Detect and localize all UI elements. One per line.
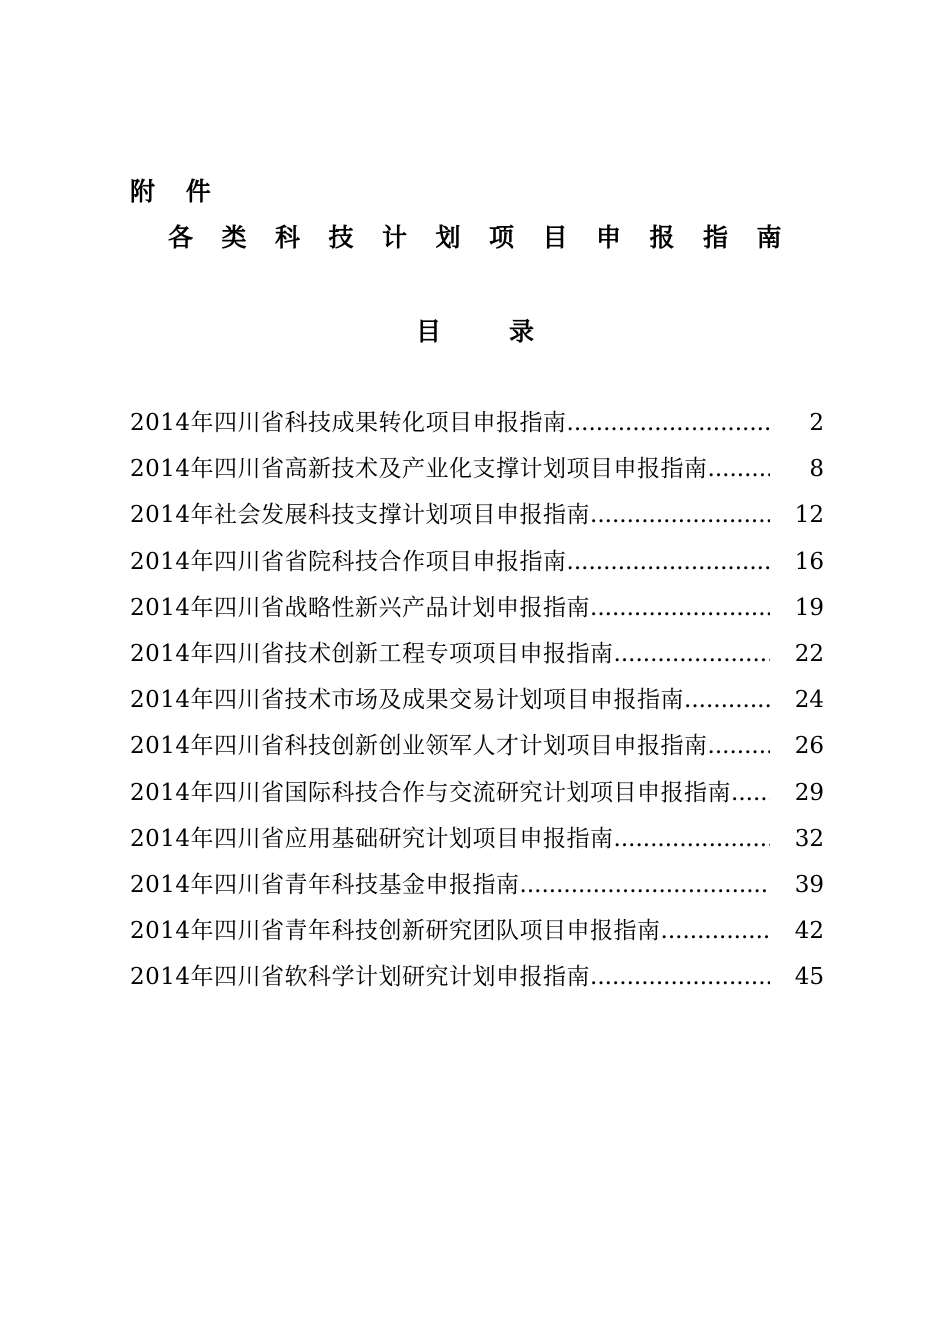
toc-entry-page: 22: [794, 640, 824, 667]
toc-entry-page: 12: [794, 502, 824, 529]
toc-leader: [590, 585, 770, 631]
toc-entry-page: 32: [794, 825, 824, 852]
toc-entry[interactable]: [130, 954, 824, 1000]
toc-entry[interactable]: [130, 723, 824, 769]
toc-entry[interactable]: [130, 770, 824, 816]
toc-entry-title: 2014年四川省技术创新工程专项项目申报指南: [130, 640, 614, 667]
toc-entry-title: 2014年四川省科技成果转化项目申报指南: [130, 410, 567, 436]
toc-leader: [567, 400, 770, 446]
toc-entry[interactable]: [130, 908, 824, 954]
toc-entry[interactable]: [130, 400, 824, 446]
toc-entry-page: 39: [794, 871, 824, 898]
toc-entry-title: 2014年四川省科技创新创业领军人才计划项目申报指南: [130, 733, 708, 760]
toc-entry-title: 2014年四川省战略性新兴产品计划申报指南: [130, 594, 591, 621]
toc-entry-title: 2014年四川省应用基础研究计划项目申报指南: [130, 825, 614, 852]
toc-entry-title: 2014年四川省软科学计划研究计划申报指南: [130, 964, 591, 991]
toc-leader: [684, 677, 770, 723]
toc-entry-title: 2014年四川省青年科技创新研究团队项目申报指南: [130, 918, 661, 945]
toc-entry-title: 2014年四川省青年科技基金申报指南: [130, 871, 520, 898]
toc-entry[interactable]: [130, 862, 824, 908]
toc-leader: [661, 908, 770, 954]
toc-entry-page: 19: [794, 594, 824, 621]
toc-entry-page: 24: [794, 687, 824, 714]
document-title: 各类科技计划项目申报指南: [167, 223, 810, 252]
toc-entry[interactable]: [130, 492, 824, 538]
toc-entry-title: 2014年四川省国际科技合作与交流研究计划项目申报指南: [130, 779, 732, 806]
toc-entry-page: 8: [809, 456, 824, 483]
toc-leader: [614, 816, 770, 862]
toc-entry-page: 45: [794, 964, 824, 991]
toc-entry[interactable]: [130, 677, 824, 723]
toc-entry[interactable]: [130, 539, 824, 585]
toc-entry-title: 2014年四川省省院科技合作项目申报指南: [130, 548, 567, 575]
toc-entry-title: 2014年四川省高新技术及产业化支撑计划项目申报指南: [130, 456, 708, 483]
toc-leader: [567, 539, 770, 585]
toc-entry-page: 26: [794, 733, 824, 760]
toc-entry[interactable]: [130, 631, 824, 677]
toc-entry-title: 2014年四川省技术市场及成果交易计划项目申报指南: [130, 687, 685, 714]
toc-entry[interactable]: [130, 446, 824, 492]
toc-entry[interactable]: [130, 816, 824, 862]
attachment-label: 附 件: [130, 177, 222, 206]
toc-entry-title: 2014年社会发展科技支撑计划项目申报指南: [130, 502, 591, 529]
toc-leader: [708, 446, 770, 492]
toc-entry-page: 29: [794, 779, 824, 806]
toc-leader: [590, 954, 770, 1000]
toc-leader: [731, 770, 770, 816]
toc-entry[interactable]: [130, 585, 824, 631]
toc-entry-page: 42: [794, 918, 824, 945]
toc-leader: [614, 631, 770, 677]
table-of-contents: [130, 400, 824, 1000]
toc-leader: [590, 492, 770, 538]
toc-entry-page: 16: [794, 548, 824, 575]
toc-heading: 目录: [415, 317, 602, 346]
toc-leader: [520, 862, 770, 908]
toc-entry-page: 2: [809, 410, 824, 436]
toc-leader: [708, 723, 770, 769]
